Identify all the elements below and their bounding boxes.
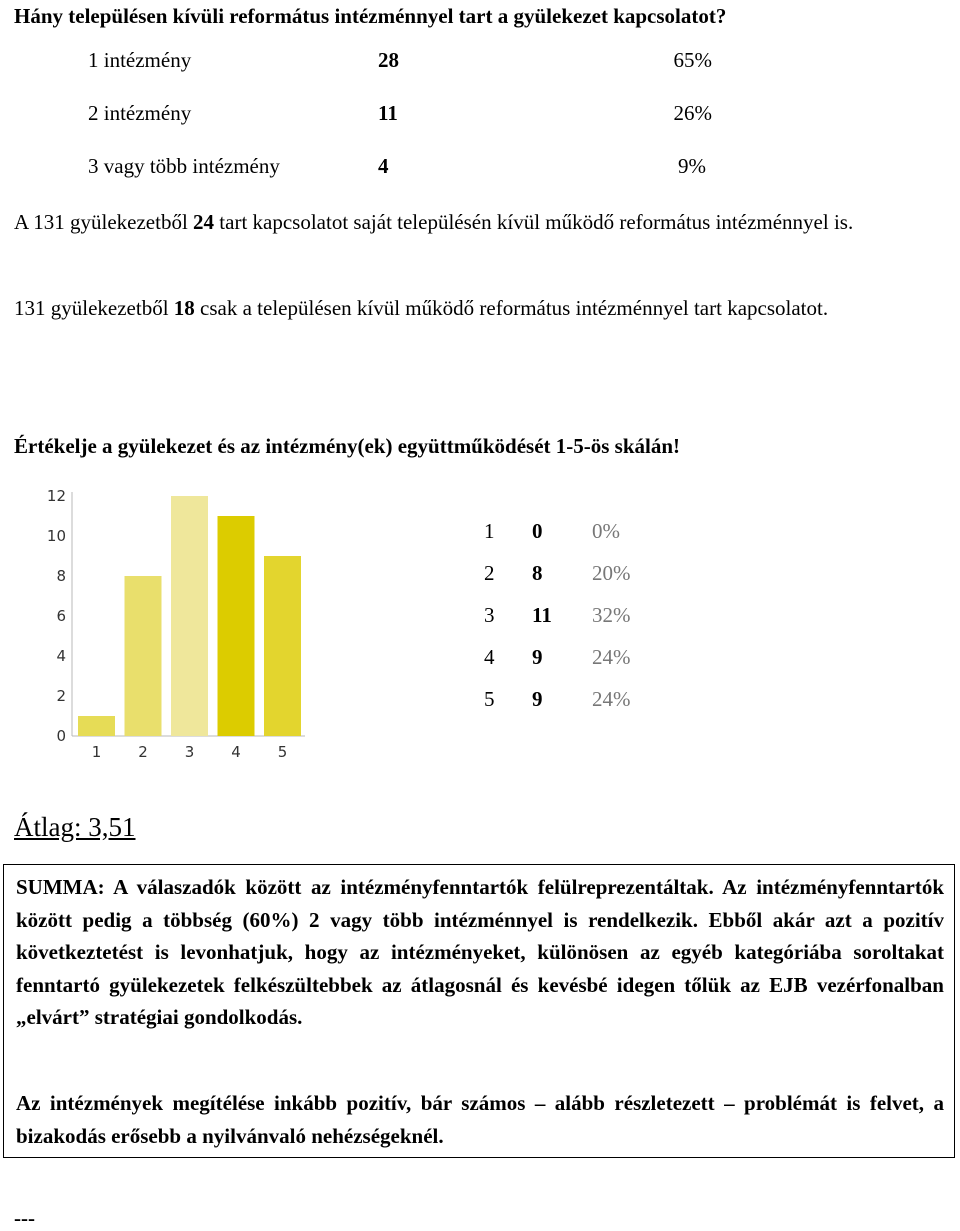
x-tick-label: 2 — [138, 743, 148, 761]
text: tart kapcsolatot saját településén kívül működő református intézménnyel is. — [214, 210, 854, 234]
scale-count: 9 — [532, 687, 543, 711]
bar — [171, 496, 208, 736]
x-tick-label: 1 — [91, 743, 102, 761]
y-tick-label: 8 — [56, 567, 66, 585]
text: csak a településen kívül működő református intézménnyel tart kapcsolatot. — [194, 296, 829, 320]
y-tick-label: 2 — [56, 687, 66, 705]
question-2-heading: Értékelje a gyülekezet és az intézmény(ek) együttműködését 1-5-ös skálán! — [14, 434, 681, 458]
institution-label: 3 vagy több intézmény — [88, 154, 280, 178]
paragraph-contacts-all — [14, 207, 944, 238]
average-score: Átlag: 3,51 — [14, 812, 136, 842]
footer-dashes: --- — [14, 1206, 35, 1230]
scale-value: 3 — [484, 603, 495, 627]
summary-paragraph: SUMMA: A válaszadók között az intézményfenntartók felülreprezentáltak. Az intézményfenntartók között pedig a többség (60%) 2 vagy több intézménnyel is rendelkezik. Ebből akár azt a pozitív következtetést is levonhatjuk, hogy az intézményeket, különösen az egyéb kategóriába soroltakat fenntartó gyülekezetek felkészültebbek az átlagosnál és kevésbé idegen tőlük az EJB vezérfonalban „elvárt” stratégiai gondolkodás. — [16, 875, 944, 1029]
table-row — [0, 101, 960, 131]
institution-count: 11 — [378, 101, 398, 125]
summary-box — [3, 864, 955, 1158]
bold-number: 18 — [173, 296, 195, 320]
table-row — [0, 48, 960, 78]
institution-label: 1 intézmény — [88, 48, 192, 72]
scale-percent: 0% — [592, 519, 620, 543]
y-tick-label: 0 — [56, 727, 66, 745]
y-tick-label: 12 — [46, 487, 66, 505]
institution-count: 28 — [378, 48, 399, 72]
scale-count: 0 — [532, 519, 543, 543]
text: A 131 gyülekezetből — [14, 210, 194, 234]
bold-number: 24 — [193, 210, 215, 234]
scale-count: 11 — [532, 603, 552, 627]
bar — [264, 556, 301, 736]
scale-count: 8 — [532, 561, 543, 585]
scale-percent: 32% — [592, 603, 631, 627]
bar — [78, 716, 115, 736]
bar — [125, 576, 162, 736]
scale-value: 2 — [484, 561, 495, 585]
institution-percent: 65% — [673, 48, 712, 72]
y-tick-label: 10 — [46, 527, 66, 545]
scale-value: 1 — [484, 519, 495, 543]
scale-row — [484, 519, 684, 549]
y-tick-label: 6 — [56, 607, 66, 625]
x-tick-label: 5 — [277, 743, 288, 761]
x-tick-label: 4 — [231, 743, 241, 761]
institution-count: 4 — [378, 154, 389, 178]
y-tick-label: 4 — [56, 647, 66, 665]
text: 131 gyülekezetből — [14, 296, 174, 320]
scale-row — [484, 603, 684, 633]
question-1-heading: Hány településen kívüli református intézménnyel tart a gyülekezet kapcsolatot? — [14, 4, 727, 28]
x-tick-label: 3 — [184, 743, 195, 761]
table-row — [0, 154, 960, 184]
scale-count: 9 — [532, 645, 543, 669]
institution-percent: 9% — [678, 154, 706, 178]
scale-value: 5 — [484, 687, 495, 711]
paragraph-contacts-only-outside — [14, 293, 944, 324]
institution-percent: 26% — [673, 101, 712, 125]
scale-row — [484, 645, 684, 675]
scale-value: 4 — [484, 645, 495, 669]
rating-bar-chart — [40, 486, 315, 766]
institution-label: 2 intézmény — [88, 101, 192, 125]
scale-row — [484, 687, 684, 717]
summary-paragraph: Az intézmények megítélése inkább pozitív, bár számos – alább részletezett – problémát is felvet, a bizakodás erősebb a nyilvánvaló nehézségeknél. — [16, 1091, 944, 1148]
scale-percent: 20% — [592, 561, 631, 585]
scale-percent: 24% — [592, 645, 631, 669]
bar — [218, 516, 255, 736]
scale-row — [484, 561, 684, 591]
scale-percent: 24% — [592, 687, 631, 711]
